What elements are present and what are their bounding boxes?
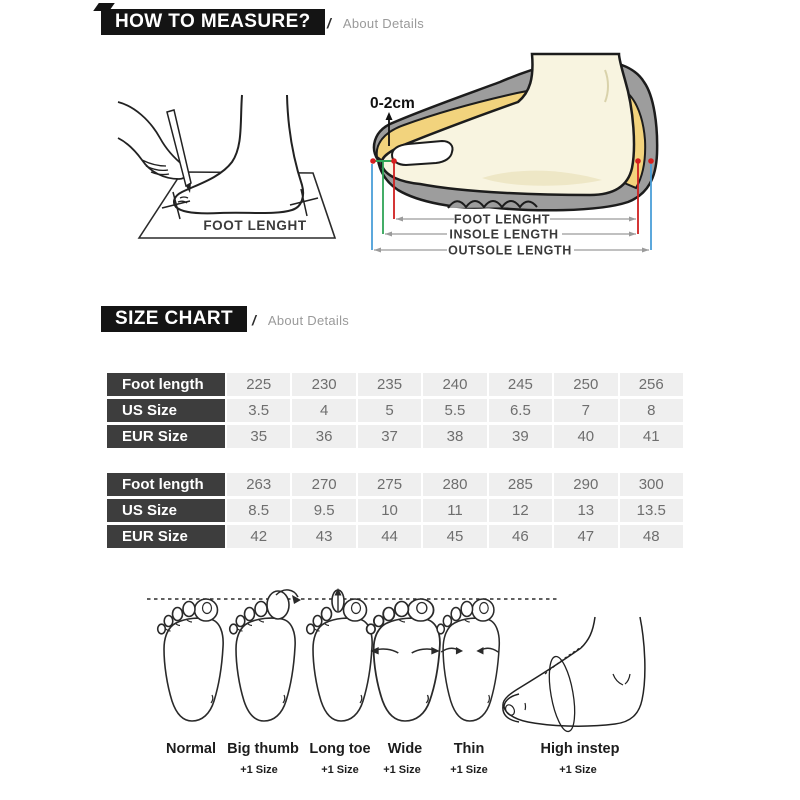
foot-normal-illustration [158, 599, 223, 721]
size-row-header: EUR Size [107, 425, 225, 448]
size-cell: 41 [620, 425, 683, 448]
breadcrumb-size-chart [252, 310, 349, 330]
table-row [107, 525, 683, 548]
dim-foot-length-label: FOOT LENGHT [453, 212, 551, 227]
size-cell: 36 [292, 425, 355, 448]
size-cell: 12 [489, 499, 552, 522]
size-cell: 285 [489, 473, 552, 496]
section-title-size-chart: SIZE CHART [101, 306, 247, 332]
foot-type-label: Thin [453, 741, 485, 757]
foot-type-note: +1 Size [450, 764, 488, 776]
foot-profile [174, 95, 303, 213]
size-cell: 13 [554, 499, 617, 522]
size-cell: 5 [358, 399, 421, 422]
size-cell: 3.5 [227, 399, 290, 422]
size-row-header: EUR Size [107, 525, 225, 548]
breadcrumb-measure [327, 13, 424, 33]
size-cell: 37 [358, 425, 421, 448]
foot-high-instep-illustration [503, 617, 645, 733]
foot-big-thumb-illustration [230, 590, 301, 721]
foot-length-caption: FOOT LENGHT [203, 218, 307, 233]
foot-thin-illustration [437, 599, 499, 721]
size-cell: 43 [292, 525, 355, 548]
size-cell: 38 [423, 425, 486, 448]
size-cell: 256 [620, 373, 683, 396]
shoe-measurement-diagram [362, 52, 672, 267]
size-row-header: US Size [107, 499, 225, 522]
size-cell: 10 [358, 499, 421, 522]
size-cell: 9.5 [292, 499, 355, 522]
size-cell: 290 [554, 473, 617, 496]
size-cell: 280 [423, 473, 486, 496]
size-cell: 39 [489, 425, 552, 448]
size-table-small [107, 373, 683, 448]
size-cell: 7 [554, 399, 617, 422]
foot-type-note: +1 Size [321, 764, 359, 776]
table-row [107, 499, 683, 522]
size-cell: 263 [227, 473, 290, 496]
size-cell: 225 [227, 373, 290, 396]
size-table-large [107, 473, 683, 548]
foot-type-note: +1 Size [240, 764, 278, 776]
size-cell: 44 [358, 525, 421, 548]
size-cell: 42 [227, 525, 290, 548]
foot-type-label: Long toe [309, 741, 371, 757]
foot-long-toe-illustration [307, 588, 372, 721]
size-cell: 4 [292, 399, 355, 422]
section-title-how-to-measure: HOW TO MEASURE? [101, 9, 325, 35]
foot-tracing-diagram [118, 88, 363, 258]
size-cell: 270 [292, 473, 355, 496]
size-cell: 47 [554, 525, 617, 548]
about-details-link[interactable]: About Details [267, 312, 350, 328]
big-toe [392, 141, 453, 165]
foot-types-illustrations [143, 582, 673, 742]
slash-separator: / [327, 15, 331, 31]
size-cell: 235 [358, 373, 421, 396]
table-row [107, 473, 683, 496]
size-cell: 40 [554, 425, 617, 448]
toe-gap-label: 0-2cm [370, 95, 415, 112]
dim-insole-length-label: INSOLE LENGTH [449, 227, 559, 242]
foot-wide-illustration [367, 599, 440, 721]
size-cell: 8 [620, 399, 683, 422]
sole-tread [448, 201, 537, 208]
size-row-header: US Size [107, 399, 225, 422]
size-cell: 8.5 [227, 499, 290, 522]
size-cell: 11 [423, 499, 486, 522]
size-row-header: Foot length [107, 373, 225, 396]
size-cell: 48 [620, 525, 683, 548]
table-row [107, 373, 683, 396]
size-cell: 45 [423, 525, 486, 548]
size-cell: 275 [358, 473, 421, 496]
foot-type-note: +1 Size [383, 764, 421, 776]
foot-type-label: Normal [166, 741, 216, 757]
size-cell: 245 [489, 373, 552, 396]
slash-separator: / [252, 312, 256, 328]
size-cell: 6.5 [489, 399, 552, 422]
size-row-header: Foot length [107, 473, 225, 496]
size-cell: 240 [423, 373, 486, 396]
foot-type-label: High instep [540, 741, 620, 757]
size-cell: 5.5 [423, 399, 486, 422]
about-details-link[interactable]: About Details [342, 15, 425, 31]
foot-type-label: Big thumb [227, 741, 299, 757]
hand-with-pen [118, 102, 191, 193]
table-row [107, 425, 683, 448]
foot-type-label: Wide [387, 741, 423, 757]
size-cell: 13.5 [620, 499, 683, 522]
size-cell: 250 [554, 373, 617, 396]
foot-type-note: +1 Size [559, 764, 597, 776]
size-cell: 230 [292, 373, 355, 396]
dim-outsole-length-label: OUTSOLE LENGTH [448, 243, 572, 258]
size-cell: 35 [227, 425, 290, 448]
table-row [107, 399, 683, 422]
size-cell: 46 [489, 525, 552, 548]
size-cell: 300 [620, 473, 683, 496]
